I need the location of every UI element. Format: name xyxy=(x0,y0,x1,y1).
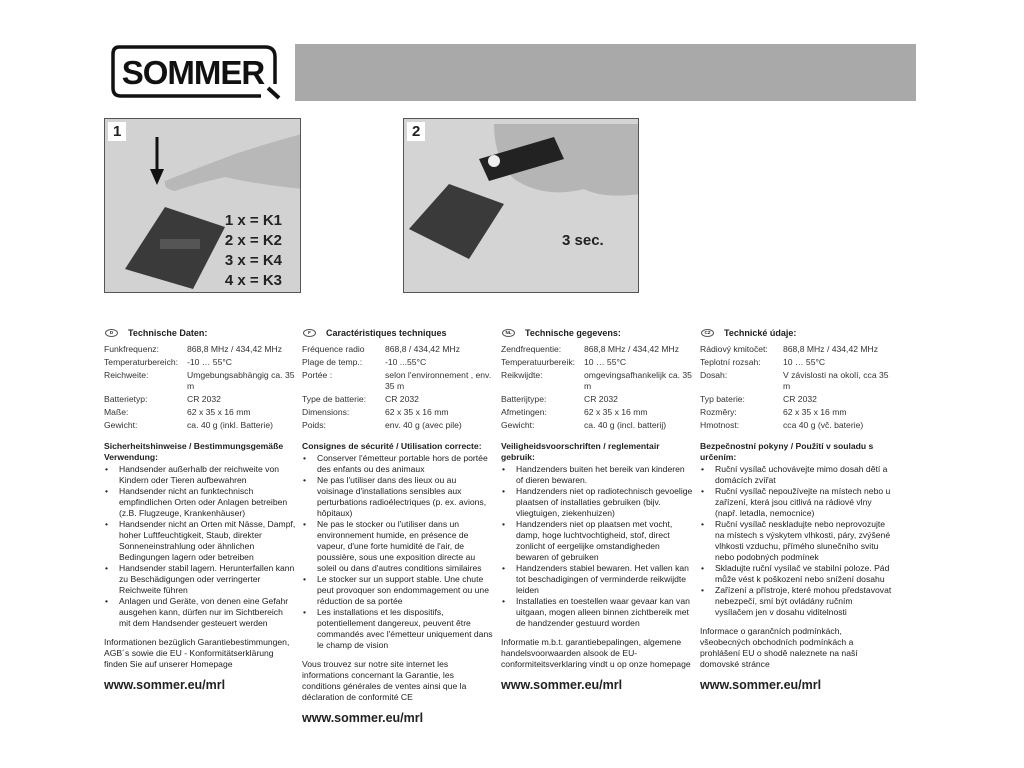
safety-item: • Zařízení a přístroje, které mohou představovat nebezpečí, smí být ovládány ručním vysílačem jen v dosahu viditelnosti xyxy=(700,585,892,618)
spec-label: Poids: xyxy=(302,420,326,430)
spec-label: Rozměry: xyxy=(700,407,737,417)
spec-label: Plage de temp.: xyxy=(302,357,363,367)
spec-value: 62 x 35 x 16 mm xyxy=(187,407,251,417)
spec-value: 868,8 / 434,42 MHz xyxy=(385,344,461,354)
spec-value: 868,8 MHz / 434,42 MHz xyxy=(187,344,283,354)
caption-line: 2 x = K2 xyxy=(224,232,282,249)
header-bar xyxy=(295,44,916,101)
spec-value: -10 ...55°C xyxy=(385,357,427,367)
safety-item: • Le stocker sur un support stable. Une chute peut provoquer son endommagement ou une réduction de sa portée xyxy=(302,574,494,607)
spec-value: cca 40 g (vč. baterie) xyxy=(783,420,864,430)
language-column-nl xyxy=(501,326,693,693)
spec-row xyxy=(700,394,892,405)
safety-item: • Handzenders niet op radiotechnisch gevoelige plaatsen of installaties gebruiken (bijv. vliegtuigen, ziekenhuizen) xyxy=(501,486,693,519)
spec-value: 10 … 55°C xyxy=(783,357,826,367)
country-flag-icon: D xyxy=(105,329,118,337)
safety-item: • Ne pas le stocker ou l'utiliser dans un environnement humide, en présence de vapeur, d'une forte humidité de l'air, de poussière, sous une exposition directe au soleil ou dans d'autres conditions similaires xyxy=(302,519,494,574)
spec-value: CR 2032 xyxy=(584,394,618,404)
safety-item: • Skladujte ruční vysílač ve stabilní poloze. Pád může vést k poškození nebo snížení dosahu xyxy=(700,563,892,585)
info-text: Informatie m.b.t. garantiebepalingen, algemene handelsvoorwaarden alsook de EU-conformiteitsverklaring vindt u op onze homepage xyxy=(501,637,691,669)
safety-list xyxy=(501,464,693,629)
spec-value: Umgebungsabhängig ca. 35 m xyxy=(187,370,295,391)
spec-value: omgevingsafhankelijk ca. 35 m xyxy=(584,370,692,391)
country-flag-icon: F xyxy=(303,329,316,337)
spec-label: Hmotnost: xyxy=(700,420,740,430)
safety-list xyxy=(104,464,296,629)
spec-value: 62 x 35 x 16 mm xyxy=(783,407,847,417)
safety-heading: Sicherheitshinweise / Bestimmungsgemäße Verwendung: xyxy=(104,441,284,462)
safety-item: • Handsender stabil lagern. Herunterfallen kann zu Beschädigungen oder verringerter Reichweite führen xyxy=(104,563,296,596)
photo-step-2 xyxy=(403,118,639,293)
website-link[interactable]: www.sommer.eu/mrl xyxy=(700,678,822,692)
info-text: Vous trouvez sur notre site internet les informations concernant la Garantie, les conditions générales de ventes ainsi que la déclaration de conformité CE xyxy=(302,659,467,702)
caption-line: 4 x = K3 xyxy=(224,272,282,289)
spec-value: V závislosti na okolí, cca 35 m xyxy=(783,370,889,391)
spec-label: Gewicht: xyxy=(501,420,535,430)
safety-item: • Ruční vysílač nepoužívejte na místech nebo u zařízení, která jsou citlivá na rádiové vlny (např. letadla, nemocnice) xyxy=(700,486,892,519)
safety-item: • Handzenders buiten het bereik van kinderen of dieren bewaren. xyxy=(501,464,693,486)
duration-caption: 3 sec. xyxy=(562,232,604,249)
section-title: Technische Daten: xyxy=(128,327,208,338)
section-heading xyxy=(104,326,296,340)
spec-label: Rádiový kmitočet: xyxy=(700,344,768,354)
spec-row xyxy=(501,407,693,418)
spec-label: Dimensions: xyxy=(302,407,350,417)
safety-item: • Conserver l'émetteur portable hors de portée des enfants ou des animaux xyxy=(302,453,494,475)
info-text: Informace o garančních podmínkách, všeobecných obchodních podmínkách a prohlášení EU o shodě naleznete na naší domovské stránce xyxy=(700,626,858,669)
photo-step-1 xyxy=(104,118,301,293)
spec-label: Reikwijdte: xyxy=(501,370,543,380)
safety-heading: Consignes de sécurité / Utilisation correcte: xyxy=(302,441,482,451)
spec-row xyxy=(501,357,693,368)
spec-label: Afmetingen: xyxy=(501,407,547,417)
section-heading xyxy=(501,326,693,340)
spec-value: 62 x 35 x 16 mm xyxy=(584,407,648,417)
spec-label: Reichweite: xyxy=(104,370,149,380)
spec-row xyxy=(302,394,494,405)
safety-item: • Installaties en toestellen waar gevaar kan van uitgaan, mogen alleen binnen zichtbereik met de handzender gestuurd worden xyxy=(501,596,693,629)
spec-label: Teplotní rozsah: xyxy=(700,357,761,367)
spec-row xyxy=(700,344,892,355)
spec-row xyxy=(700,357,892,368)
spec-row xyxy=(700,420,892,431)
spec-row xyxy=(501,370,693,392)
spec-value: 62 x 35 x 16 mm xyxy=(385,407,449,417)
spec-row xyxy=(501,420,693,431)
spec-row xyxy=(700,407,892,418)
section-title: Technische gegevens: xyxy=(525,327,621,338)
spec-value: selon l'environnement , env. 35 m xyxy=(385,370,492,391)
channel-caption xyxy=(225,211,282,291)
safety-item: • Handzenders stabiel bewaren. Het vallen kan tot beschadigingen of verminderde reikwijdte leiden xyxy=(501,563,693,596)
spec-row xyxy=(104,420,296,431)
spec-label: Zendfrequentie: xyxy=(501,344,562,354)
spec-value: -10 … 55°C xyxy=(187,357,232,367)
spec-label: Portée : xyxy=(302,370,333,380)
spec-value: 10 … 55°C xyxy=(584,357,627,367)
language-column-d xyxy=(104,326,296,693)
country-flag-icon: CZ xyxy=(701,329,714,337)
safety-item: • Ne pas l'utiliser dans des lieux ou au voisinage d'installations sensibles aux perturbations radioélectriques (p. ex. avions, hôpitaux) xyxy=(302,475,494,519)
spec-row xyxy=(104,344,296,355)
svg-text:SOMMER: SOMMER xyxy=(121,54,265,91)
spec-label: Maße: xyxy=(104,407,129,417)
step-number: 1 xyxy=(108,122,126,141)
website-link[interactable]: www.sommer.eu/mrl xyxy=(302,711,424,725)
caption-line: 3 x = K4 xyxy=(224,252,282,269)
spec-label: Typ baterie: xyxy=(700,394,745,404)
section-heading xyxy=(700,326,892,340)
safety-list xyxy=(700,464,892,618)
safety-item: • Handsender außerhalb der reichweite von Kindern oder Tieren aufbewahren xyxy=(104,464,296,486)
step-number: 2 xyxy=(407,122,425,141)
spec-value: CR 2032 xyxy=(385,394,419,404)
safety-item: • Handsender nicht an funktechnisch empfindlichen Orten oder Anlagen betreiben (z.B. Flugzeuge, Krankenhäuser) xyxy=(104,486,296,519)
spec-label: Temperaturbereich: xyxy=(104,357,179,367)
website-link[interactable]: www.sommer.eu/mrl xyxy=(501,678,623,692)
spec-value: CR 2032 xyxy=(783,394,817,404)
spec-label: Batterijtype: xyxy=(501,394,547,404)
section-title: Technické údaje: xyxy=(724,327,797,338)
safety-item: • Ruční vysílač neskladujte nebo neprovozujte na místech s výskytem vlhkosti, páry, zvýšené vlhkosti vzduchu, přímého slunečního svitu nebo podobných podmínek xyxy=(700,519,892,563)
safety-heading: Veiligheidsvoorschriften / reglementair gebruik: xyxy=(501,441,660,462)
website-link[interactable]: www.sommer.eu/mrl xyxy=(104,678,226,692)
spec-row xyxy=(700,370,892,392)
spec-row xyxy=(302,370,494,392)
spec-value: ca. 40 g (inkl. Batterie) xyxy=(187,420,273,430)
safety-item: • Anlagen und Geräte, von denen eine Gefahr ausgehen kann, dürfen nur im Sichtbereich mit dem Handsender gesteuert werden xyxy=(104,596,296,629)
spec-value: 868,8 MHz / 434,42 MHz xyxy=(783,344,879,354)
info-text: Informationen bezüglich Garantiebestimmungen, AGB´s sowie die EU - Konformitätserklärung finden Sie auf unserer Homepage xyxy=(104,637,290,669)
spec-row xyxy=(501,394,693,405)
spec-value: 868,8 MHz / 434,42 MHz xyxy=(584,344,680,354)
caption-line: 1 x = K1 xyxy=(224,212,282,229)
safety-item: • Les installations et les dispositifs, potentiellement dangereux, peuvent être commandés avec l'émetteur uniquement dans le champ de vision xyxy=(302,607,494,651)
spec-row xyxy=(104,370,296,392)
spec-row xyxy=(501,344,693,355)
spec-row xyxy=(104,357,296,368)
spec-value: env. 40 g (avec pile) xyxy=(385,420,462,430)
spec-label: Gewicht: xyxy=(104,420,138,430)
safety-item: • Ruční vysílač uchovávejte mimo dosah dětí a domácích zvířat xyxy=(700,464,892,486)
spec-row xyxy=(104,407,296,418)
sommer-logo xyxy=(105,44,281,100)
spec-value: CR 2032 xyxy=(187,394,221,404)
safety-heading: Bezpečnostní pokyny / Použití v souladu s určením: xyxy=(700,441,874,462)
safety-item: • Handzenders niet op plaatsen met vocht, damp, hoge luchtvochtigheid, stof, direct zonlicht of eergelijke omstandigheden bewaren of gebruiken xyxy=(501,519,693,563)
spec-label: Batterietyp: xyxy=(104,394,148,404)
section-heading xyxy=(302,326,494,340)
spec-row xyxy=(104,394,296,405)
spec-label: Type de batterie: xyxy=(302,394,367,404)
spec-label: Funkfrequenz: xyxy=(104,344,159,354)
language-column-f xyxy=(302,326,494,726)
spec-row xyxy=(302,407,494,418)
spec-row xyxy=(302,344,494,355)
section-title: Caractéristiques techniques xyxy=(326,327,447,338)
spec-label: Dosah: xyxy=(700,370,728,380)
spec-value: ca. 40 g (incl. batterij) xyxy=(584,420,667,430)
country-flag-icon: NL xyxy=(502,329,515,337)
safety-list xyxy=(302,453,494,651)
safety-item: • Handsender nicht an Orten mit Nässe, Dampf, hoher Luftfeuchtigkeit, Staub, direkter Sonneneinstrahlung oder ähnlichen Bedingungen lagern oder betreiben xyxy=(104,519,296,563)
spec-row xyxy=(302,357,494,368)
spec-label: Temperatuurbereik: xyxy=(501,357,576,367)
spec-row xyxy=(302,420,494,431)
language-column-cz xyxy=(700,326,892,693)
spec-label: Fréquence radio xyxy=(302,344,365,354)
